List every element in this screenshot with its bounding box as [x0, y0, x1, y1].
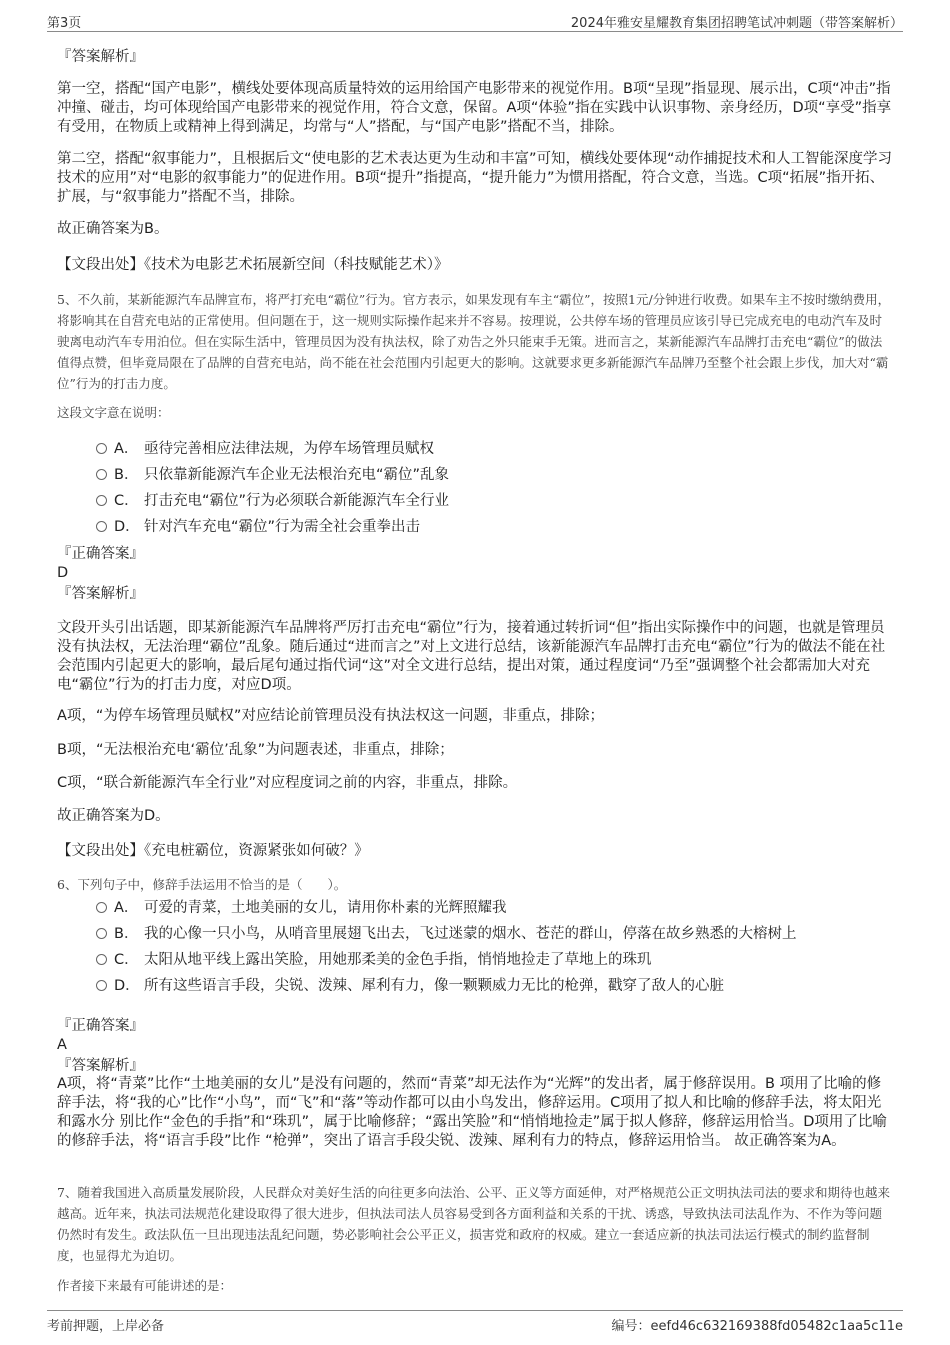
- option-letter: D．: [114, 519, 140, 535]
- option-letter: A．: [114, 441, 139, 457]
- q5-option-c[interactable]: [96, 491, 449, 511]
- radio-icon[interactable]: [96, 469, 107, 480]
- option-text: 我的心像一只小鸟，从哨音里展翅飞出去，飞过迷蒙的烟水、苍茫的群山，停落在故乡熟悉的大榕树上: [144, 926, 797, 942]
- q5-stem: 5、不久前，某新能源汽车品牌宣布，将严打充电“霸位”行为。官方表示，如果发现有车主“霸位”，按照1元/分钟进行收费。如果车主不按时缴纳费用，将影响其在自营充电站的正常使用。但问题在于，这一规则实际操作起来并不容易。按理说，公共停车场的管理员应该引导已完成充电的电动汽车及时驶离电动汽车专用泊位。但在实际生活中，管理员因为没有执法权，除了劝告之外只能束手无策。进而言之，某新能源汽车品牌打击充电“霸位”的做法值得点赞，但毕竟局限在了品牌的自营充电站，尚不能在社会范围内引起更大的影响。这就要求更多新能源汽车品牌乃至整个社会跟上步伐，加大对“霸位”行为的打击力度。: [57, 292, 891, 391]
- q6-stem: 6、下列句子中，修辞手法运用不恰当的是（ ）。: [57, 877, 347, 892]
- q6-option-b[interactable]: [96, 924, 797, 944]
- option-letter: B．: [114, 467, 139, 483]
- q6-option-c[interactable]: [96, 950, 652, 970]
- q5-answer: D: [57, 565, 69, 581]
- q5-analysis-b: B项，“无法根治充电‘霸位’乱象”为问题表述，非重点，排除；: [57, 742, 454, 758]
- option-letter: A．: [114, 900, 139, 916]
- q7-stem: 7、随着我国进入高质量发展阶段，人民群众对美好生活的向往更多向法治、公平、正义等方面延伸，对严格规范公正文明执法司法的要求和期待也越来越高。近年来，执法司法规范化建设取得了很大进步，但执法司法人员容易受到各方面利益和关系的干扰、诱惑，导致执法司法乱作为、不作为等问题仍然时有发生。政法队伍一旦出现违法乱纪问题，势必影响社会公平正义，损害党和政府的权威。建立一套适应新的执法司法运行模式的制约监督制度，也显得尤为迫切。: [57, 1185, 890, 1263]
- q5-answer-label: 『正确答案』: [57, 546, 144, 562]
- q5-question: 这段文字意在说明：: [57, 405, 170, 420]
- q6-option-d[interactable]: [96, 976, 724, 996]
- q5-option-b[interactable]: [96, 465, 449, 485]
- option-text: 太阳从地平线上露出笑脸，用她那柔美的金色手指，悄悄地捡走了草地上的珠玑: [144, 952, 652, 968]
- q6-analysis-para: A项，将“青菜”比作“土地美丽的女儿”是没有问题的，然而“青菜”却无法作为“光辉”的发出者，属于修辞误用。B 项用了比喻的修辞手法，将“我的心”比作“小鸟”，而“飞”和“落”等动作都可以由小鸟发出，修辞运用。C项用了拟人和比喻的修辞手法，将太阳光和露水分 别比作“金色的手指”和“珠玑”，属于比喻修辞；“露出笑脸”和“悄悄地捡走”属于拟人修辞，修辞运用恰当。D项用了比喻的修辞手法，将“语言手段”比作 “枪弹”，突出了语言手段尖锐、泼辣、犀利有力的特点，修辞运用恰当。 故正确答案为A。: [57, 1076, 887, 1149]
- radio-icon[interactable]: [96, 980, 107, 991]
- q6-analysis-label: 『答案解析』: [57, 1058, 144, 1074]
- option-text: 针对汽车充电“霸位”行为需全社会重拳出击: [144, 519, 421, 535]
- radio-icon[interactable]: [96, 443, 107, 454]
- q6-option-a[interactable]: [96, 898, 507, 918]
- q7-question: 作者接下来最有可能讲述的是：: [57, 1278, 233, 1293]
- option-text: 只依靠新能源汽车企业无法根治充电“霸位”乱象: [144, 467, 450, 483]
- option-letter: B．: [114, 926, 139, 942]
- q4-analysis-para-2: 第二空，搭配“叙事能力”，且根据后文“使电影的艺术表达更为生动和丰富”可知，横线处要体现“动作捕捉技术和人工智能深度学习技术的应用”对“电影的叙事能力”的促进作用。B项“提升”指提高，“提升能力”为惯用搭配，符合文意，当选。C项“拓展”指开拓、扩展，与“叙事能力”搭配不当，排除。: [57, 151, 893, 205]
- radio-icon[interactable]: [96, 902, 107, 913]
- document-title: 2024年雅安星耀教育集团招聘笔试冲刺题（带答案解析）: [570, 16, 903, 31]
- q5-conclusion: 故正确答案为D。: [57, 808, 170, 824]
- q5-option-a[interactable]: [96, 439, 434, 459]
- radio-icon[interactable]: [96, 495, 107, 506]
- q6-answer: A: [57, 1037, 67, 1053]
- option-text: 可爱的青菜，土地美丽的女儿，请用你朴素的光辉照耀我: [144, 900, 507, 916]
- option-letter: D．: [114, 978, 140, 994]
- q4-analysis-label: 『答案解析』: [57, 49, 144, 65]
- option-text: 所有这些语言手段，尖锐、泼辣、犀利有力，像一颗颗威力无比的枪弹，戳穿了敌人的心脏: [144, 978, 724, 994]
- radio-icon[interactable]: [96, 928, 107, 939]
- q4-conclusion: 故正确答案为B。: [57, 221, 169, 237]
- radio-icon[interactable]: [96, 954, 107, 965]
- q5-analysis-c: C项，“联合新能源汽车全行业”对应程度词之前的内容，非重点，排除。: [57, 775, 518, 791]
- page-header: [47, 10, 903, 32]
- q5-source: 【文段出处】《充电桩霸位，资源紧张如何破？》: [57, 843, 369, 859]
- page-number: 第3页: [47, 16, 82, 31]
- footer-serial: 编号：eefd46c632169388fd05482c1aa5c11e: [611, 1319, 903, 1334]
- radio-icon[interactable]: [96, 521, 107, 532]
- q4-source: 【文段出处】《技术为电影艺术拓展新空间（科技赋能艺术）》: [57, 257, 449, 273]
- q6-answer-label: 『正确答案』: [57, 1018, 144, 1034]
- option-letter: C．: [114, 952, 139, 968]
- q5-analysis-a: A项，“为停车场管理员赋权”对应结论前管理员没有执法权这一问题，非重点，排除；: [57, 708, 604, 724]
- page-footer: [47, 1310, 903, 1332]
- q4-analysis-para-1: 第一空，搭配“国产电影”，横线处要体现高质量特效的运用给国产电影带来的视觉作用。B项“呈现”指显现、展示出，C项“冲击”指冲撞、碰击，均可体现给国产电影带来的视觉作用，符合文意，保留。A项“体验”指在实践中认识事物、亲身经历，D项“享受”指享有受用，在物质上或精神上得到满足，均常与“人”搭配，与“国产电影”搭配不当，排除。: [57, 81, 892, 135]
- footer-slogan: 考前押题，上岸必备: [47, 1319, 165, 1334]
- q5-analysis-para: 文段开头引出话题，即某新能源汽车品牌将严厉打击充电“霸位”行为，接着通过转折词“但”指出实际操作中的问题，也就是管理员没有执法权，无法治理“霸位”乱象。随后通过“进而言之”对上文进行总结，该新能源汽车品牌打击充电“霸位”行为的做法不能在社会范围内引起更大的影响，最后尾句通过指代词“这”对全文进行总结，提出对策，通过程度词“乃至”强调整个社会都需加大对充电“霸位”行为的打击力度，对应D项。: [57, 620, 886, 693]
- option-text: 打击充电“霸位”行为必须联合新能源汽车全行业: [144, 493, 450, 509]
- q5-option-d[interactable]: [96, 517, 420, 537]
- q5-analysis-label: 『答案解析』: [57, 586, 144, 602]
- option-letter: C．: [114, 493, 139, 509]
- option-text: 亟待完善相应法律法规，为停车场管理员赋权: [144, 441, 434, 457]
